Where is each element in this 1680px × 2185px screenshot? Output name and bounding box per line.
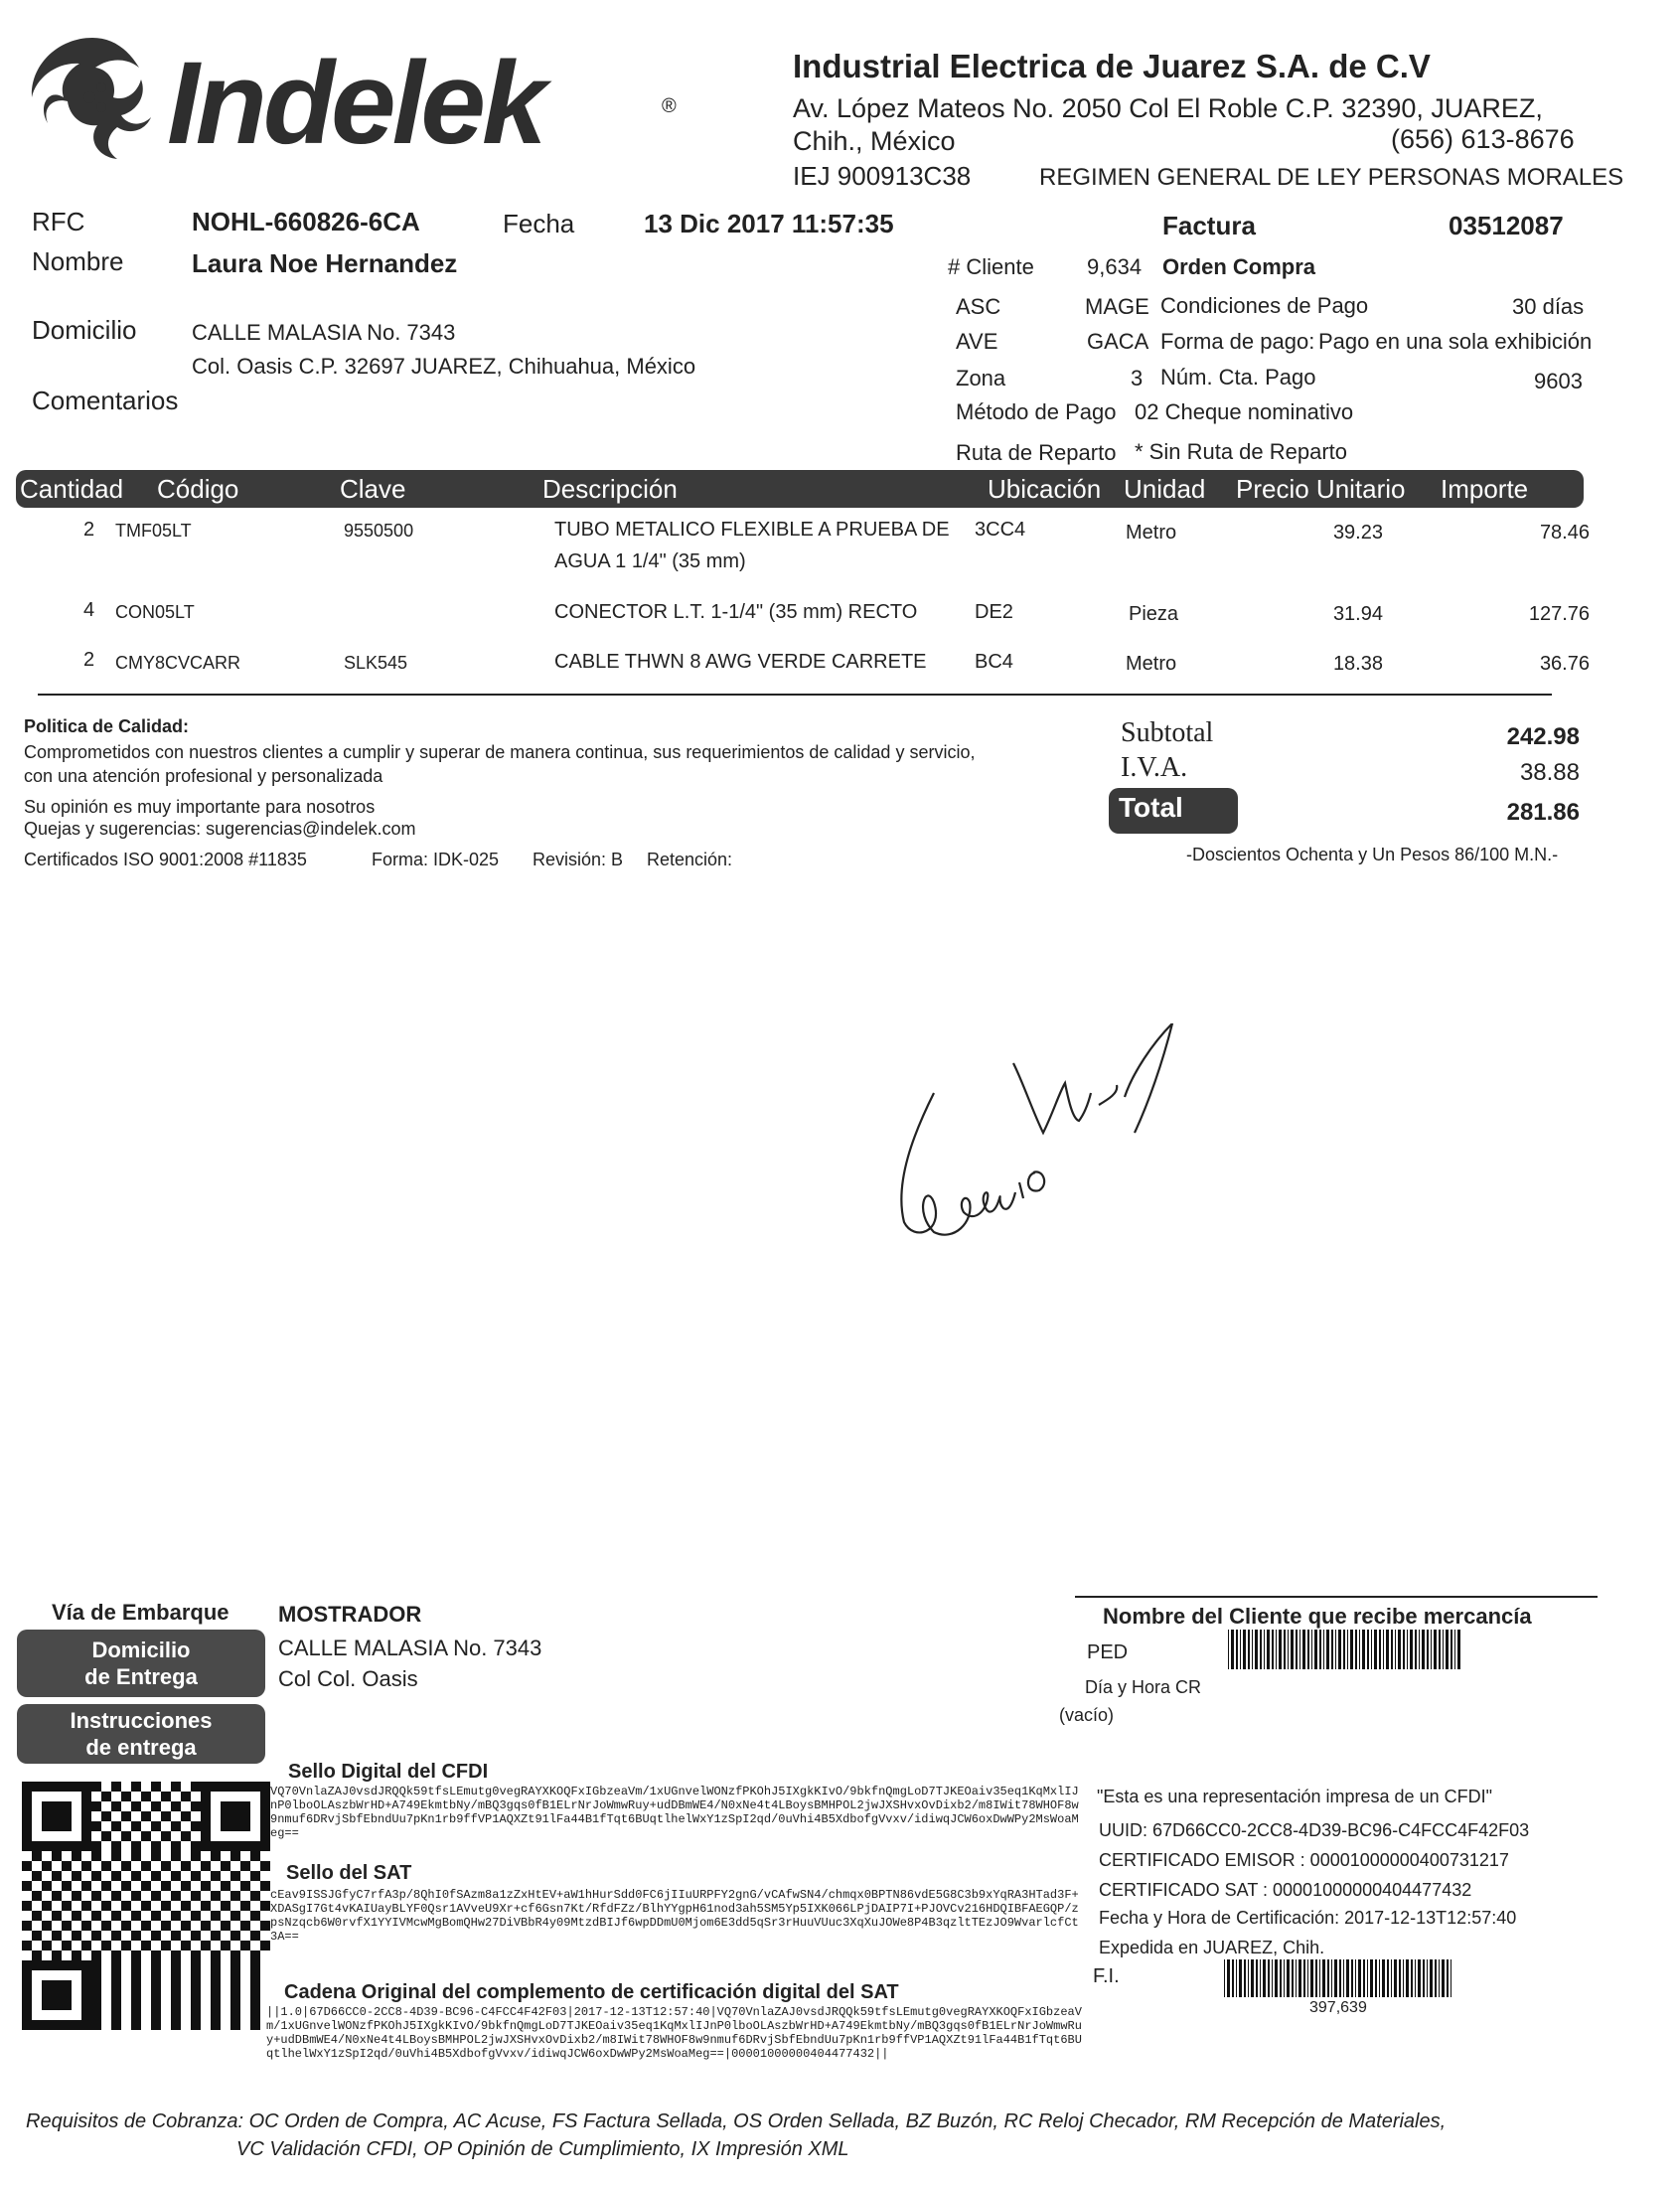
row-key: 9550500 (344, 521, 414, 541)
company-rfc: IEJ 900913C38 (793, 161, 972, 191)
fi-barcode-icon (1224, 1959, 1454, 1997)
receiver-datetime: Día y Hora CR (1085, 1677, 1202, 1697)
ave-value: GACA (1087, 329, 1149, 354)
row-amount: 127.76 (1528, 603, 1590, 625)
policy-retention: Retención: (647, 850, 733, 869)
total-label: Total (1119, 792, 1183, 823)
row-key: SLK545 (344, 653, 408, 673)
cadena-label: Cadena Original del complemento de certificación digital del SAT (284, 1981, 899, 2003)
sello-cfdi-label: Sello Digital del CFDI (288, 1761, 489, 1783)
row-desc-2: AGUA 1 1/4" (35 mm) (554, 550, 746, 572)
row-desc-1: CONECTOR L.T. 1-1/4" (35 mm) RECTO (554, 601, 918, 623)
client-no-label: # Cliente (948, 254, 1034, 279)
row-unit: Metro (1126, 522, 1177, 544)
col-loc: Ubicación (988, 474, 1102, 504)
row-qty: 2 (83, 519, 95, 541)
method-label: Método de Pago (956, 399, 1117, 424)
policy-line-1: Comprometidos con nuestros clientes a cumplir y superar de manera continua, sus requerimientos de calidad y servicio, (24, 742, 976, 762)
col-desc: Descripción (542, 474, 678, 504)
instructions-label-2: de entrega (85, 1735, 197, 1760)
name-label: Nombre (32, 246, 124, 276)
row-code: CMY8CVCARR (115, 653, 241, 673)
address-label: Domicilio (32, 315, 137, 345)
total-in-words: -Doscientos Ochenta y Un Pesos 86/100 M.N.- (1186, 845, 1559, 864)
company-address-2: Chih., México (793, 126, 956, 156)
pay-form-value: Pago en una sola exhibición (1318, 329, 1593, 354)
comments-label: Comentarios (32, 386, 179, 415)
cfdi-representation: "Esta es una representación impresa de un CFDI" (1097, 1787, 1492, 1806)
company-phone: (656) 613-8676 (1391, 124, 1575, 154)
receiver-ped: PED (1087, 1641, 1129, 1663)
col-code: Código (157, 474, 239, 504)
registered-icon: ® (662, 95, 677, 117)
row-desc-1: CABLE THWN 8 AWG VERDE CARRETE (554, 651, 927, 673)
route-value: * Sin Ruta de Reparto (1135, 439, 1348, 464)
account-label: Núm. Cta. Pago (1160, 365, 1316, 390)
delivery-label-1: Domicilio (91, 1638, 191, 1662)
cfdi-issued: Expedida en JUAREZ, Chih. (1099, 1938, 1325, 1957)
policy-opinion: Su opinión es muy importante para nosotros (24, 797, 376, 817)
row-loc: DE2 (975, 601, 1013, 623)
table-divider (38, 694, 1552, 696)
sello-sat-text: cEav9ISSJGfyC7rfA3p/8QhI0fSAzm8a1zZxHtEV+aW1hHurSdd0FC6jIIuURPFY2gnG/vCAfwSN4/chmqx0BPTN86vdE5G8C3b9xYqRA3HTad3F+XDASgI7Gt4vKAIUayBLYF0Qsr1AVveU9Xr+cf6Gsn7Kt/RfdFZz/BlhYYgpH61nod3ah5SM5Yp5IXK066LPjDAIP7I+PJOVCv216HDQIBFAEGQP/zpsNzqcb6W0rvfX1YYIVMcwMgBomQHw27DiVBbR4y09MtzdBIJf6wpDDmU0Mjom6E3dd5qSr3rHuuVUuc3XqXuJOWe8P4B3qzltTEzJO9WvarlcfCt3A== (270, 1888, 1079, 1944)
col-price: Precio Unitario (1236, 474, 1406, 504)
rfc-value: NOHL-660826-6CA (192, 207, 420, 236)
cfdi-cert-sat: CERTIFICADO SAT : 00001000000404477432 (1099, 1880, 1472, 1900)
col-qty: Cantidad (20, 474, 124, 504)
zone-value: 3 (1131, 366, 1144, 390)
col-key: Clave (340, 474, 406, 504)
cfdi-cert-date: Fecha y Hora de Certificación: 2017-12-13T12:57:40 (1099, 1908, 1517, 1928)
row-code: CON05LT (115, 602, 195, 622)
route-label: Ruta de Reparto (956, 440, 1117, 465)
cfdi-cert-emisor: CERTIFICADO EMISOR : 00001000000400731217 (1099, 1850, 1509, 1870)
cfdi-uuid: UUID: 67D66CC0-2CC8-4D39-BC96-C4FCC4F42F03 (1099, 1820, 1530, 1840)
iva-label: I.V.A. (1121, 752, 1188, 783)
via-value: MOSTRADOR (278, 1602, 422, 1627)
iva-value: 38.88 (1519, 759, 1580, 786)
col-unit: Unidad (1124, 474, 1206, 504)
logo-wordmark: Indelek (167, 38, 543, 169)
row-price: 31.94 (1332, 603, 1383, 625)
policy-title: Politica de Calidad: (24, 716, 190, 736)
total-value: 281.86 (1506, 799, 1580, 826)
row-amount: 78.46 (1539, 522, 1590, 544)
policy-line-2: con una atención profesional y personalizada (24, 766, 383, 786)
subtotal-label: Subtotal (1121, 717, 1214, 748)
row-qty: 4 (83, 599, 95, 621)
rfc-label: RFC (32, 207, 85, 236)
col-amount: Importe (1441, 474, 1529, 504)
ave-label: AVE (956, 329, 998, 354)
method-value: 02 Cheque nominativo (1135, 399, 1354, 424)
policy-form: Forma: IDK-025 (372, 850, 500, 869)
row-price: 39.23 (1332, 522, 1383, 544)
row-unit: Pieza (1129, 603, 1179, 625)
company-address-1: Av. López Mateos No. 2050 Col El Roble C.P. 32390, JUAREZ, (793, 93, 1543, 123)
name-value: Laura Noe Hernandez (192, 248, 458, 278)
receiver-empty: (vacío) (1059, 1705, 1115, 1725)
receiver-barcode-icon (1228, 1630, 1460, 1669)
address-line-1: CALLE MALASIA No. 7343 (192, 320, 456, 345)
handwritten-signature (874, 1023, 1292, 1282)
date-label: Fecha (503, 209, 575, 238)
fi-number: 397,639 (1309, 1999, 1367, 2016)
invoice-number: 03512087 (1449, 211, 1564, 240)
terms-value: 30 días (1512, 294, 1585, 319)
policy-complaints: Quejas y sugerencias: sugerencias@indelek.com (24, 819, 416, 839)
policy-revision: Revisión: B (533, 850, 624, 869)
company-logo (18, 28, 693, 177)
delivery-pill (17, 1630, 265, 1697)
subtotal-value: 242.98 (1506, 723, 1580, 750)
receiver-rule (1075, 1596, 1598, 1598)
company-name: Industrial Electrica de Juarez S.A. de C.V (793, 48, 1431, 84)
terms-label: Condiciones de Pago (1160, 293, 1369, 318)
date-value: 13 Dic 2017 11:57:35 (644, 209, 894, 238)
asc-value: MAGE (1085, 294, 1149, 319)
row-amount: 36.76 (1539, 653, 1590, 675)
sello-sat-label: Sello del SAT (286, 1862, 412, 1884)
delivery-line-2: Col Col. Oasis (278, 1666, 418, 1691)
row-desc-1: TUBO METALICO FLEXIBLE A PRUEBA DE (554, 519, 950, 541)
invoice-label: Factura (1162, 211, 1256, 240)
via-label: Vía de Embarque (52, 1600, 229, 1625)
row-loc: BC4 (975, 651, 1013, 673)
address-line-2: Col. Oasis C.P. 32697 JUAREZ, Chihuahua, México (192, 354, 696, 379)
row-code: TMF05LT (115, 521, 192, 541)
asc-label: ASC (956, 294, 1001, 319)
swirl-logo-icon (18, 28, 167, 177)
po-label: Orden Compra (1162, 254, 1316, 279)
account-value: 9603 (1534, 369, 1583, 393)
delivery-line-1: CALLE MALASIA No. 7343 (278, 1636, 542, 1660)
sello-cfdi-text: VQ70VnlaZAJ0vsdJRQQk59tfsLEmutg0vegRAYXKOQFxIGbzeaVm/1xUGnvelWONzfPKOhJ5IXgkKIvO/9bkfnQmgLoD7TJKEOaiv35eq1KqMxlIJnP0lboOLAszbWrHD+A749EkmtbNy/mBQ3gqs0fB1ELrNrJoWmwRuy+udDBmWE4/N0xNe4t4LBoysBMHPOL2jwJXSHvxOvDixb2/m8IWit78WHOF8w9nmuf6DRvjSbfEbndUu7pKn1rb9ffVP1AQXZt91lFa44B1fTqt6BUqtlhelWxY1zSpI2qd/0uVhi4B5XdbofgVvxv/idiwqJCW6oxDwWPy2MsWoaMeg== (270, 1785, 1079, 1840)
footer-line-1: Requisitos de Cobranza: OC Orden de Compra, AC Acuse, FS Factura Sellada, OS Orden Sellada, BZ Buzón, RC Reloj Checador, RM Recepción de Materiales, (26, 2110, 1447, 2132)
row-price: 18.38 (1332, 653, 1383, 675)
fi-label: F.I. (1093, 1965, 1120, 1987)
pay-form-label: Forma de pago: (1160, 329, 1315, 354)
footer-line-2: VC Validación CFDI, OP Opinión de Cumplimiento, IX Impresión XML (236, 2138, 849, 2160)
instructions-label-1: Instrucciones (70, 1708, 213, 1733)
client-no-value: 9,634 (1087, 254, 1143, 279)
zone-label: Zona (956, 366, 1006, 390)
policy-cert: Certificados ISO 9001:2008 #11835 (24, 850, 307, 869)
instructions-pill (17, 1704, 265, 1764)
delivery-label-2: de Entrega (84, 1664, 198, 1689)
receiver-title: Nombre del Cliente que recibe mercancía (1103, 1604, 1532, 1629)
company-regime: REGIMEN GENERAL DE LEY PERSONAS MORALES (1039, 164, 1624, 191)
cadena-text: ||1.0|67D66CC0-2CC8-4D39-BC96-C4FCC4F42F03|2017-12-13T12:57:40|VQ70VnlaZAJ0vsdJRQQk59tfsLEmutg0vegRAYXKOQFxIGbzeaVm/1xUGnvelWONzfPKOhJ5IXgkKIvO/9bkfnQmgLoD7TJKEOaiv35eq1KqMxlIJnP0lboOLAszbWrHD+A749EkmtbNy/mBQ3gqs0fB1ELrNrJoWmwRuy+udDBmWE4/N0xNe4t4LBoysBMHPOL2jwJXSHvxOvDixb2/m8IWit78WHOF8w9nmuf6DRvjSbfEbndUu7pKn1rb9ffVP1AQXZt91lFa44B1fTqt6BUqtlhelWxY1zSpI2qd/0uVhi4B5XdbofgVvxv/idiwqJCW6oxDwWPy2MsWoaMeg==|00001000000404477432|| (266, 2005, 1082, 2061)
row-loc: 3CC4 (975, 519, 1026, 541)
row-qty: 2 (83, 649, 95, 671)
qr-code-icon (22, 1782, 270, 2030)
row-unit: Metro (1126, 653, 1177, 675)
